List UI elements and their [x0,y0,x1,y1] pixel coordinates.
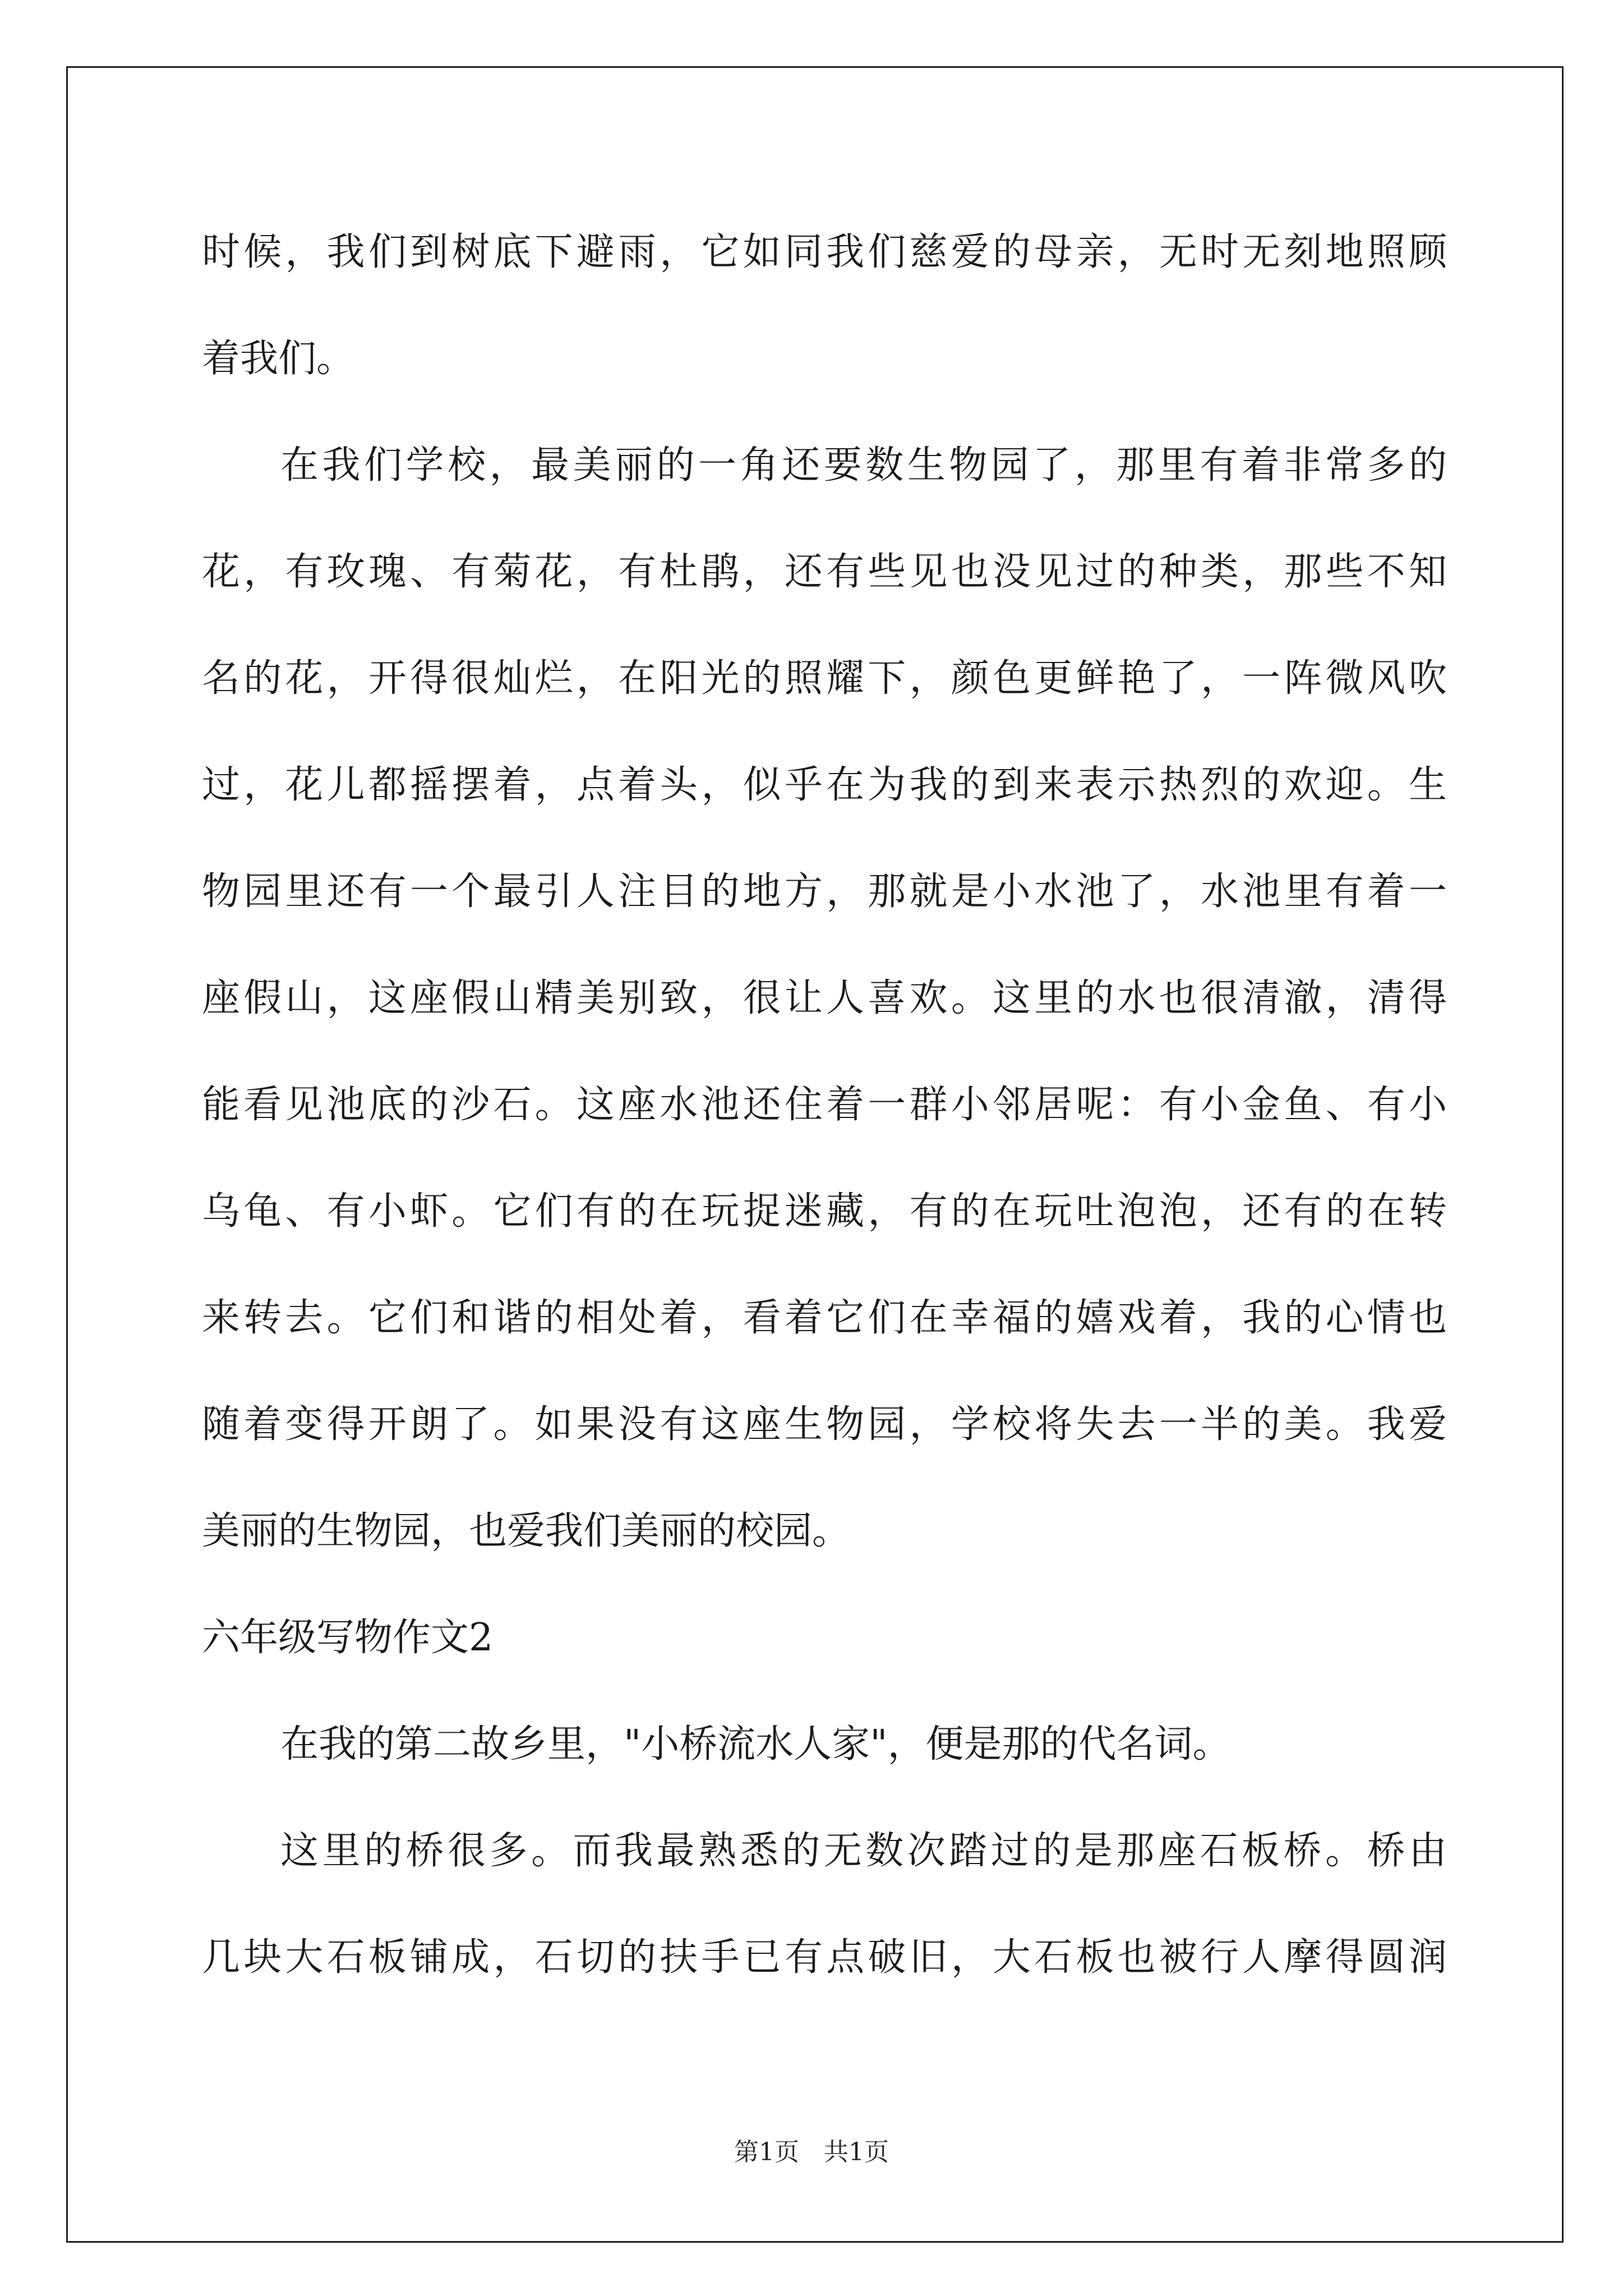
text-line: 乌龟、有小虾。它们有的在玩捉迷藏，有的在玩吐泡泡，还有的在转 [202,1189,1447,1234]
page-footer: 第1页 共1页 [734,2138,889,2166]
text-line: 这里的桥很多。而我最熟悉的无数次踏过的是那座石板桥。桥由 [280,1829,1447,1873]
text-line: 名的花，开得很灿烂，在阳光的照耀下，颜色更鲜艳了，一阵微风吹 [202,656,1447,701]
text-line: 过，花儿都摇摆着，点着头，似乎在为我的到来表示热烈的欢迎。生 [202,763,1447,807]
text-line: 物园里还有一个最引人注目的地方，那就是小水池了，水池里有着一 [202,869,1447,914]
document-body [202,213,1447,2025]
text-line: 在我们学校，最美丽的一角还要数生物园了，那里有着非常多的 [280,443,1447,487]
text-line: 时候，我们到树底下避雨，它如同我们慈爱的母亲，无时无刻地照顾 [202,230,1447,274]
text-line: 几块大石板铺成，石切的扶手已有点破旧，大石板也被行人摩得圆润 [202,1935,1447,1980]
text-line: 着我们。 [202,337,355,381]
text-line: 来转去。它们和谐的相处着，看着它们在幸福的嬉戏着，我的心情也 [202,1296,1447,1340]
text-line: 花，有玫瑰、有菊花，有杜鹃，还有些见也没见过的种类，那些不知 [202,550,1447,594]
text-line: 座假山，这座假山精美别致，很让人喜欢。这里的水也很清澈，清得 [202,976,1447,1020]
section-heading: 六年级写物作文2 [202,1616,494,1660]
text-line: 美丽的生物园，也爱我们美丽的校园。 [202,1509,851,1553]
text-line: 在我的第二故乡里，"小桥流水人家"，便是那的代名词。 [280,1722,1231,1766]
text-line: 随着变得开朗了。如果没有这座生物园，学校将失去一半的美。我爱 [202,1402,1447,1447]
text-line: 能看见池底的沙石。这座水池还住着一群小邻居呢：有小金鱼、有小 [202,1083,1447,1127]
